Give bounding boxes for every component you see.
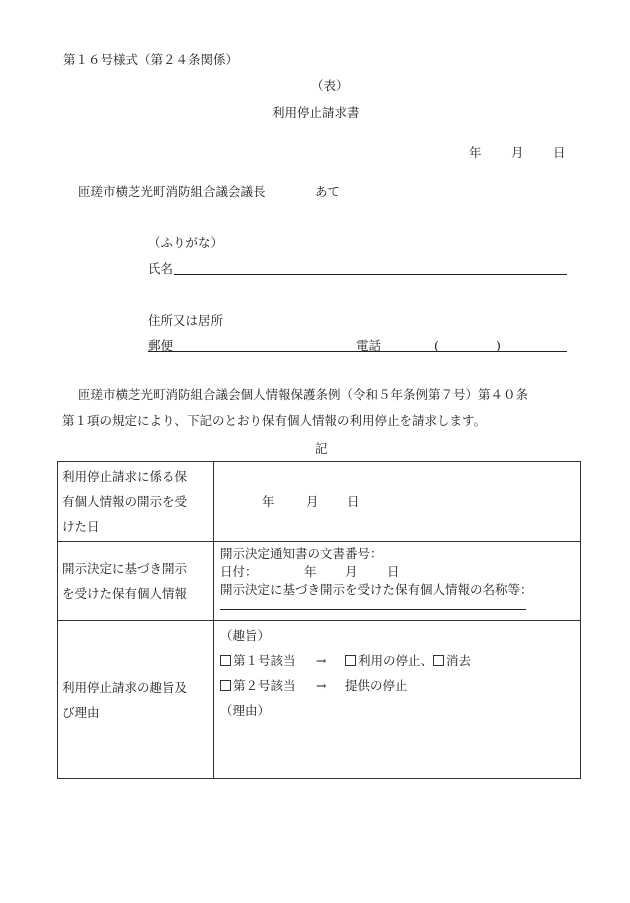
- body-line-2: 第１項の規定により、下記のとおり保有個人情報の利用停止を請求します。: [62, 413, 487, 428]
- phone-paren-open: (: [434, 338, 439, 353]
- phone-label: 電話: [356, 338, 382, 353]
- note-heading: 記: [315, 441, 328, 456]
- request-table: [57, 461, 581, 779]
- row1-month: 月: [306, 494, 319, 509]
- row2-label-line1: 開示決定に基づき開示: [62, 561, 188, 576]
- form-side-label: （表）: [311, 78, 349, 93]
- name-field-line[interactable]: [174, 274, 567, 275]
- address-label: 住所又は居所: [148, 313, 224, 328]
- table-row-disclosure-date: [58, 462, 581, 542]
- option2-checkbox[interactable]: [220, 680, 231, 691]
- form-number: 第１６号様式（第２４条関係）: [63, 52, 239, 67]
- addressee-name: 匝瑳市横芝光町消防組合議会議長: [78, 184, 266, 199]
- option2-arrow: →: [316, 678, 327, 693]
- option2-result: 提供の停止: [345, 678, 408, 693]
- row2-name-field-line[interactable]: [220, 609, 526, 610]
- row2-day: 日: [387, 564, 400, 579]
- address-field-line[interactable]: [148, 351, 567, 352]
- option1-arrow: →: [316, 653, 327, 668]
- row1-label-line1: 利用停止請求に係る保: [62, 469, 188, 484]
- date-year-label: 年: [469, 145, 482, 160]
- option1-result-b: 消去: [446, 653, 472, 668]
- addressee-suffix: あて: [315, 184, 341, 199]
- furigana-label: （ふりがな）: [148, 235, 224, 250]
- row2-month: 月: [345, 564, 358, 579]
- row1-label-line3: けた日: [62, 519, 100, 534]
- date-month-label: 月: [511, 145, 524, 160]
- row1-year: 年: [262, 494, 275, 509]
- reason-heading: （理由）: [220, 703, 271, 718]
- row2-label-line2: を受けた保有個人情報: [62, 586, 188, 601]
- row3-label-line2: び理由: [62, 704, 100, 720]
- erase-checkbox[interactable]: [433, 655, 444, 666]
- row2-name-label: 開示決定に基づき開示を受けた保有個人情報の名称等：: [220, 582, 533, 597]
- purpose-reason-field[interactable]: [214, 621, 581, 779]
- row-label-disclosed-info: [58, 542, 214, 621]
- document-title: 利用停止請求書: [272, 105, 360, 120]
- row2-year: 年: [304, 564, 317, 579]
- option1-clause: 第１号該当: [233, 653, 296, 668]
- disclosure-date-field[interactable]: [214, 462, 581, 542]
- table-row-purpose-reason: [58, 621, 581, 779]
- body-line-1: 匝瑳市横芝光町消防組合議会個人情報保護条例（令和５年条例第７号）第４０条: [78, 387, 529, 402]
- row3-label-line1: 利用停止請求の趣旨及: [62, 679, 188, 695]
- row2-date-label: 日付：: [220, 564, 258, 579]
- option1-result-line: [345, 653, 471, 669]
- phone-paren-close: ): [496, 338, 501, 353]
- stop-use-checkbox[interactable]: [345, 655, 356, 666]
- disclosed-info-field[interactable]: [214, 542, 581, 621]
- postal-label: 郵便: [148, 338, 174, 353]
- option1-result-a: 利用の停止、: [358, 653, 434, 668]
- option2-line: [220, 678, 296, 694]
- option2-clause: 第２号該当: [233, 678, 296, 693]
- purport-heading: （趣旨）: [220, 628, 271, 643]
- name-label: 氏名: [148, 261, 174, 276]
- date-day-label: 日: [553, 145, 566, 160]
- table-row-disclosed-info: [58, 542, 581, 621]
- row1-day: 日: [347, 494, 360, 509]
- option1-line: [220, 653, 296, 669]
- option1-checkbox[interactable]: [220, 655, 231, 666]
- row1-label-line2: 有個人情報の開示を受: [62, 494, 188, 509]
- row2-doc-number: 開示決定通知書の文書番号：: [220, 546, 383, 561]
- row-label-disclosure-date: [58, 462, 214, 542]
- row-label-purpose-reason: [58, 621, 214, 779]
